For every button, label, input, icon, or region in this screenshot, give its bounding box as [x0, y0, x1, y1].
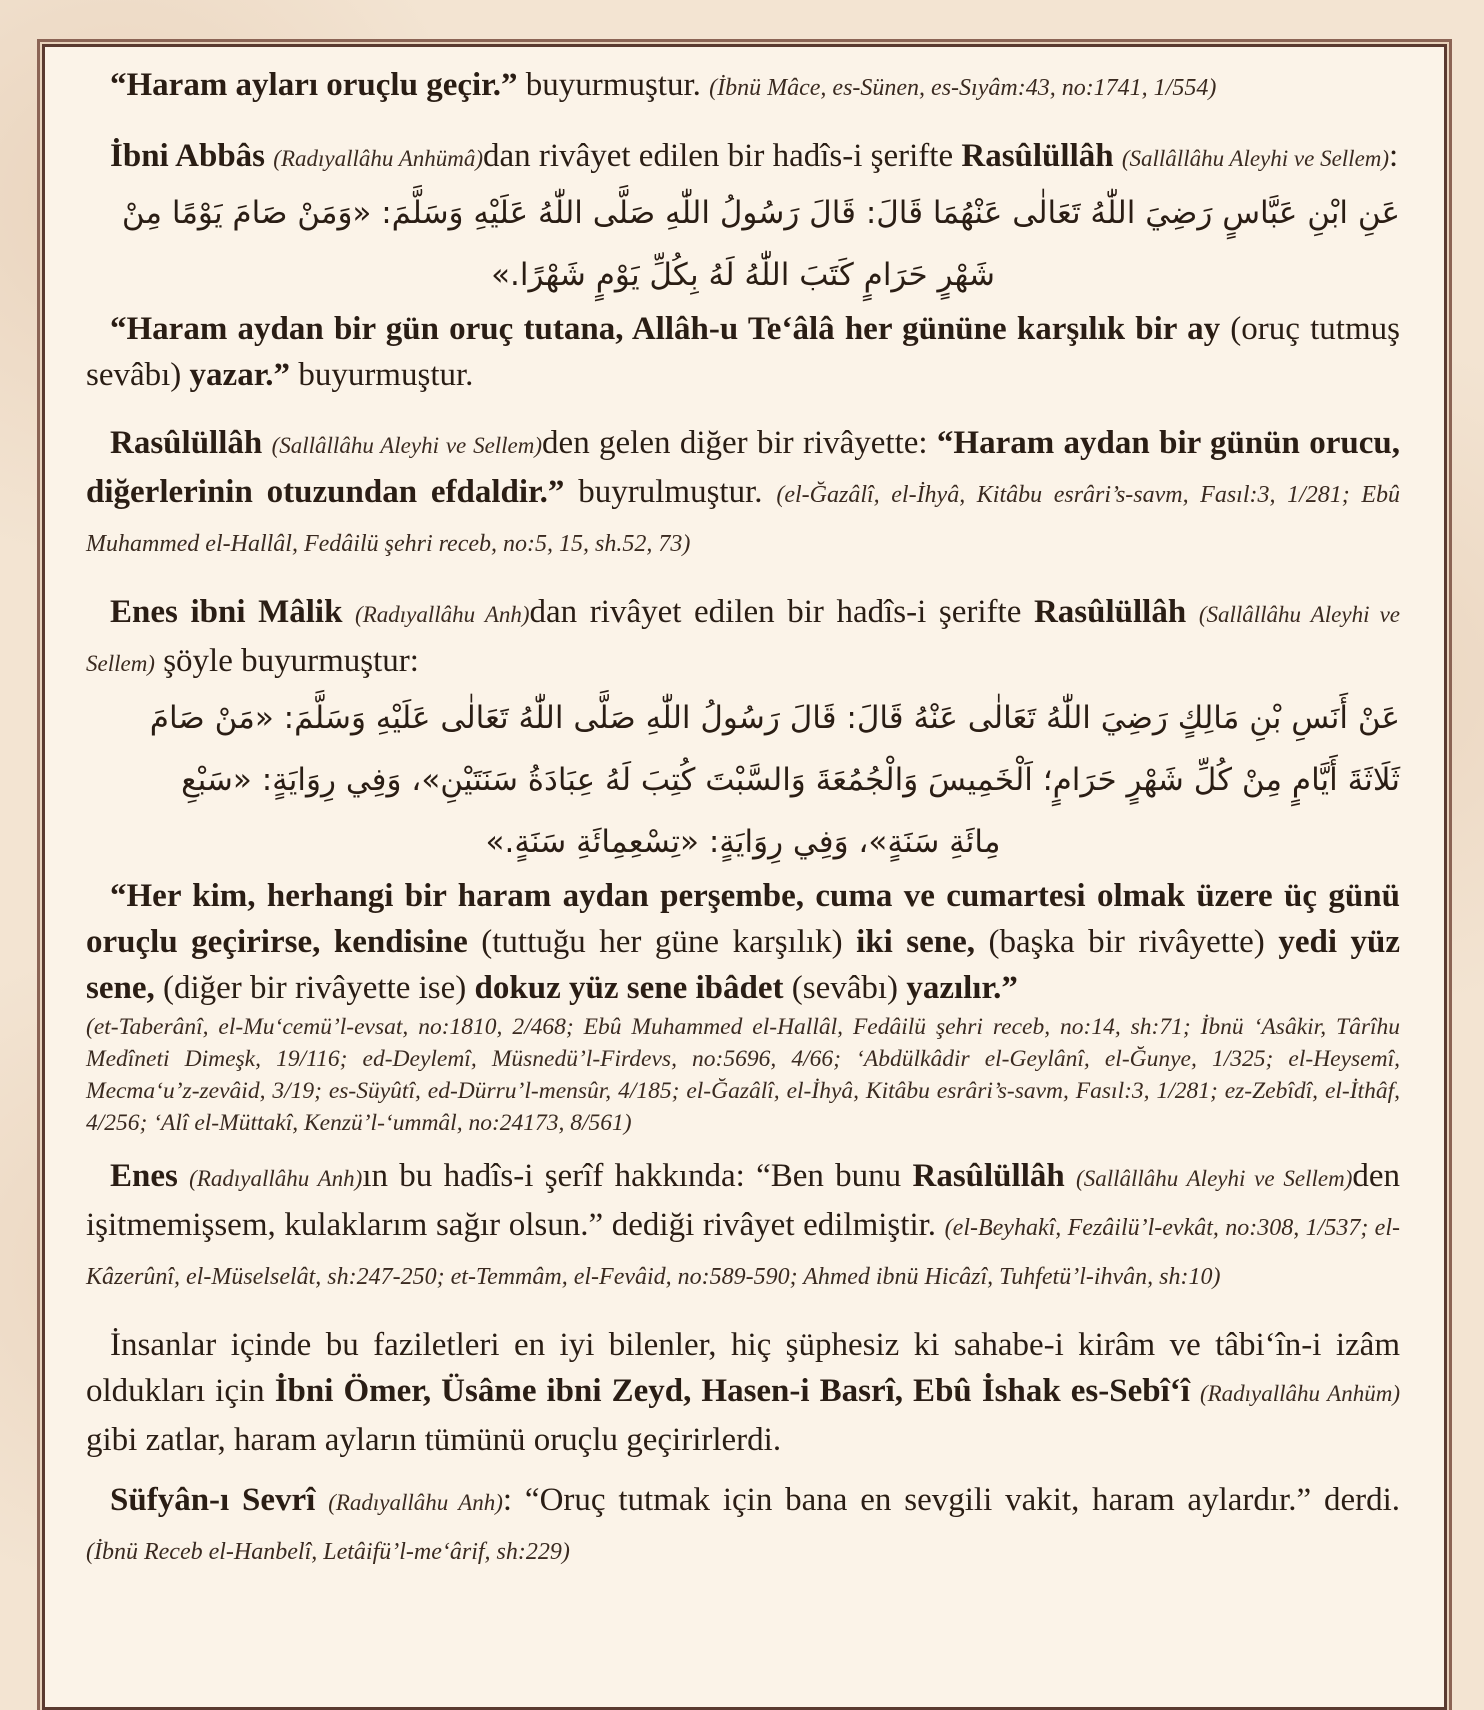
honorific: (Sallâllâhu Aleyhi ve Sellem) [1121, 146, 1390, 171]
name-enes: Enes [110, 1158, 178, 1194]
name-enes-ibni-malik: Enes ibni Mâlik [110, 594, 343, 630]
honorific: (Radıyallâhu Anh) [189, 1166, 363, 1191]
paragraph-8: İnsanlar içinde bu faziletleri en iyi bilenler, hiç şüphesiz ki sahabe-i kirâm ve tâbi‘în-i izâm oldukları için İbni Ömer, Üsâme ibni Zeyd, Hasen-i Basrî, Ebû İshak es-Sebî‘î (Radıyallâhu Anhüm) gibi zatlar, haram ayların tümünü oruçlu geçirirlerdi. [86, 1327, 1400, 1458]
paragraph-6: “Her kim, herhangi bir haram aydan perşembe, cuma ve cumartesi olmak üzere üç günü oruçlu geçirirse, kendisine (tuttuğu her güne karşılık) iki sene, (başka bir rivâyette) yedi yüz sene, (diğer bir rivâyette ise) dokuz yüz sene ibâdet (sevâbı) yazılır.” [86, 878, 1400, 1006]
arabic-line: مِائَةِ سَنَةٍ»، وَفِي رِوَايَةٍ: «تِسْعِمِائَةِ سَنَةٍ.» [485, 824, 1001, 860]
name-ibni-abbas: İbni Abbâs [110, 138, 266, 174]
name-sufyan-sevri: Süfyân-ı Sevrî [110, 1482, 316, 1518]
honorific: (Sallâllâhu Aleyhi ve Sellem) [1076, 1166, 1353, 1191]
citation: (İbnü Receb el-Hanbelî, Letâifü’l-me‘ârif, sh:229) [86, 1539, 570, 1565]
name-rasulullah: Rasûlüllâh [110, 425, 263, 461]
honorific: (Radıyallâhu Anhüm) [1199, 1381, 1400, 1406]
arabic-line: ثَلَاثَةَ أَيَّامٍ مِنْ كُلِّ شَهْرٍ حَرَامٍ؛ اَلْخَمِيسَ وَالْجُمُعَةَ وَالسَّبْتَ كُتِبَ لَهُ عِبَادَةُ سَنَتَيْنِ»، وَفِي رِوَايَةٍ: «سَبْعِ [181, 762, 1400, 798]
page-content [86, 62, 1400, 1575]
paragraph-1: “Haram ayları oruçlu geçir.” buyurmuştur. (İbnü Mâce, es-Sünen, es-Sıyâm:43, no:1741, 1/554) [110, 67, 1217, 103]
names-list: İbni Ömer, Üsâme ibni Zeyd, Hasen-i Basrî, Ebû İshak es-Sebî‘î [274, 1373, 1190, 1409]
quote-haram-aylari: “Haram ayları oruçlu geçir.” [110, 67, 518, 103]
paragraph-2: İbni Abbâs (Radıyallâhu Anhümâ)dan rivâyet edilen bir hadîs-i şerifte Rasûlüllâh (Sallâllâhu Aleyhi ve Sellem): [110, 138, 1399, 174]
citation: (İbnü Mâce, es-Sünen, es-Sıyâm:43, no:1741, 1/554) [709, 75, 1217, 101]
citation-block: (et-Taberânî, el-Mu‘cemü’l-evsat, no:1810, 2/468; Ebû Muhammed el-Hallâl, Fedâilü şehri receb, no:14, sh:71; İbnü ‘Asâkir, Târîhu Medîneti Dimeşk, 19/116; ed-Deylemî, Müsnedü’l-Firdevs, no:5696, 4/66; ‘Abdülkâdir el-Geylânî, el-Ğunye, 1/325; el-Heysemî, Mecma‘u’z-zevâid, 3/19; es-Süyûtî, ed-Dürru’l-mensûr, 4/185; el-Ğazâlî, el-İhyâ, Kitâbu esrâri’s-savm, Fasıl:3, 1/281; ez-Zebîdî, el-İthâf, 4/256; ‘Alî el-Müttakî, Kenzü’l-‘ummâl, no:24173, 8/561) [86, 1014, 1400, 1136]
honorific: (Sallâllâhu Aleyhi ve Sellem) [86, 602, 1401, 676]
quote-haram-aydan: “Haram aydan bir günün orucu, diğerlerinin otuzundan efdaldir.” [86, 425, 1400, 510]
citation: (el-Beyhakî, Fezâilü’l-evkât, no:308, 1/537; el-Kâzerûnî, el-Müselselât, sh:247-250; et-Temmâm, el-Fevâid, no:589-590; Ahmed ibnü Hicâzî, Tuhfetü’l-ihvân, sh:10) [86, 1215, 1400, 1290]
name-rasulullah: Rasûlüllâh [1033, 594, 1187, 630]
arabic-line: شَهْرٍ حَرَامٍ كَتَبَ اللّٰهُ لَهُ بِكُلِّ يَوْمٍ شَهْرًا.» [491, 257, 995, 293]
paragraph-3: “Haram aydan bir gün oruç tutana, Allâh-u Te‘âlâ her gününe karşılık bir ay (oruç tutmuş sevâbı) yazar.” buyurmuştur. [86, 311, 1400, 393]
paragraph-9: Süfyân-ı Sevrî (Radıyallâhu Anh): “Oruç tutmak için bana en sevgili vakit, haram aylardır.” derdi. (İbnü Receb el-Hanbelî, Letâifü’l-me‘ârif, sh:229) [86, 1482, 1401, 1565]
citation: (el-Ğazâlî, el-İhyâ, Kitâbu esrâri’s-savm, Fasıl:3, 1/281; Ebû Muhammed el-Hallâl, Fedâilü şehri receb, no:5, 15, sh.52, 73) [86, 482, 1400, 557]
name-rasulullah: Rasûlüllâh [912, 1158, 1065, 1194]
honorific: (Radıyallâhu Anh) [355, 602, 530, 627]
paragraph-5: Enes ibni Mâlik (Radıyallâhu Anh)dan rivâyet edilen bir hadîs-i şerifte Rasûlüllâh (Sallâllâhu Aleyhi ve Sellem) şöyle buyurmuştur: [86, 594, 1401, 679]
honorific: (Radıyallâhu Anhümâ) [273, 146, 484, 171]
paragraph-4: Rasûlüllâh (Sallâllâhu Aleyhi ve Sellem)den gelen diğer bir rivâyette: “Haram aydan bir günün orucu, diğerlerinin otuzundan efdaldir.” buyrulmuştur. (el-Ğazâlî, el-İhyâ, Kitâbu esrâri’s-savm, Fasıl:3, 1/281; Ebû Muhammed el-Hallâl, Fedâilü şehri receb, no:5, 15, sh.52, 73) [86, 425, 1400, 557]
paragraph-7: Enes (Radıyallâhu Anh)ın bu hadîs-i şerîf hakkında: “Ben bunu Rasûlüllâh (Sallâllâhu Aleyhi ve Sellem)den işitmemişsem, kulaklarım sağır olsun.” dediği rivâyet edilmiştir. (el-Beyhakî, Fezâilü’l-evkât, no:308, 1/537; el-Kâzerûnî, el-Müselselât, sh:247-250; et-Temmâm, el-Fevâid, no:589-590; Ahmed ibnü Hicâzî, Tuhfetü’l-ihvân, sh:10) [86, 1158, 1401, 1290]
arabic-line: عَنِ ابْنِ عَبَّاسٍ رَضِيَ اللّٰهُ تَعَالٰى عَنْهُمَا قَالَ: قَالَ رَسُولُ اللّٰهِ صَلَّى اللّٰهُ عَلَيْهِ وَسَلَّمَ: «وَمَنْ صَامَ يَوْمًا مِنْ [121, 195, 1400, 231]
name-rasulullah: Rasûlüllâh [961, 138, 1114, 174]
arabic-hadith-1 [86, 182, 1400, 306]
honorific: (Radıyallâhu Anh) [328, 1490, 503, 1515]
honorific: (Sallâllâhu Aleyhi ve Sellem) [271, 433, 543, 458]
arabic-line: عَنْ أَنَسِ بْنِ مَالِكٍ رَضِيَ اللّٰهُ تَعَالٰى عَنْهُ قَالَ: قَالَ رَسُولُ اللّٰهِ صَلَّى اللّٰهُ تَعَالٰى عَلَيْهِ وَسَلَّمَ: «مَنْ صَامَ [149, 700, 1400, 736]
arabic-hadith-2 [86, 687, 1400, 873]
